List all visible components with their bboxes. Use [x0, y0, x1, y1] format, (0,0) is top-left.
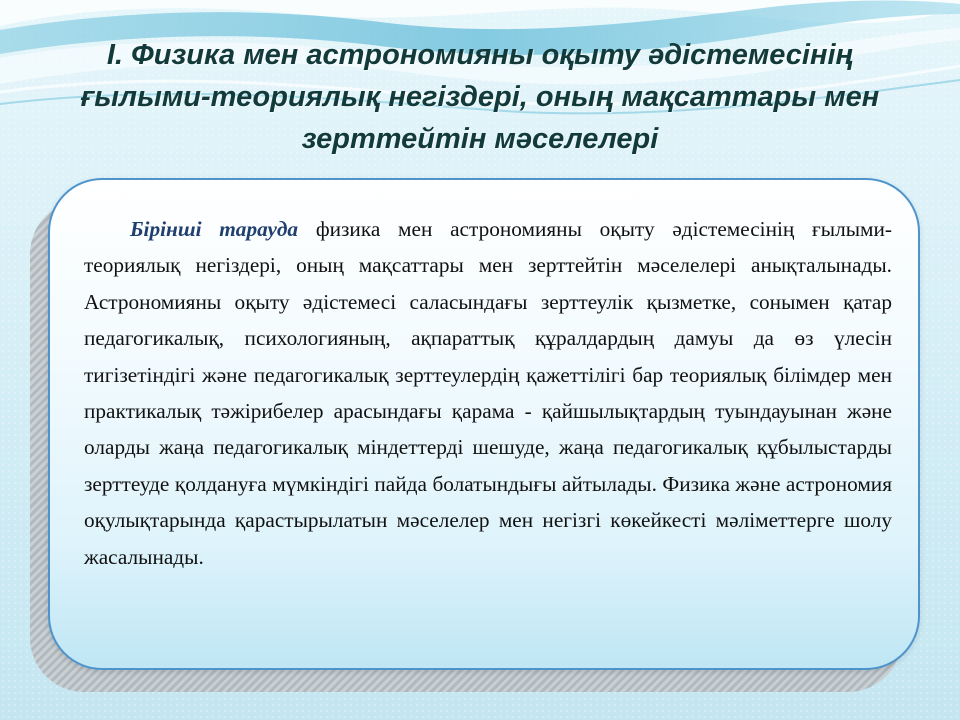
- body-text: физика мен астрономияны оқыту әдістемесінің ғылыми-теориялық негіздері, оның мақсаттары мен зерттейтін мәселелері анықталынады. Астрономияны оқыту әдістемесі саласындағы зерттеулік қызметке, сонымен қатар педагогикалық, психологияның, ақпараттық құралдардың дамуы да өз үлесін тигізетіндігі және педагогикалық зерттеулердің қажеттілігі бар теориялық білімдер мен практикалық тәжірибелер арасындағы қарама - қайшылықтардың туындауынан және оларды жаңа педагогикалық міндеттерді шешуде, жаңа педагогикалық құбылыстарды зерттеуде қолдануға мүмкіндігі пайда болатындығы айтылады. Физика және астрономия оқулықтарында қарастырылатын мәселелер мен негізгі көкейкесті мәліметтерге шолу жасалынады.: [84, 217, 892, 569]
- body-paragraph: [84, 211, 892, 575]
- lead-term: Бірінші тарауда: [130, 217, 299, 241]
- slide-title: I. Физика мен астрономияны оқыту әдістемесінің ғылыми-теориялық негіздері, оның мақсаттары мен зерттейтін мәселелері: [80, 39, 880, 155]
